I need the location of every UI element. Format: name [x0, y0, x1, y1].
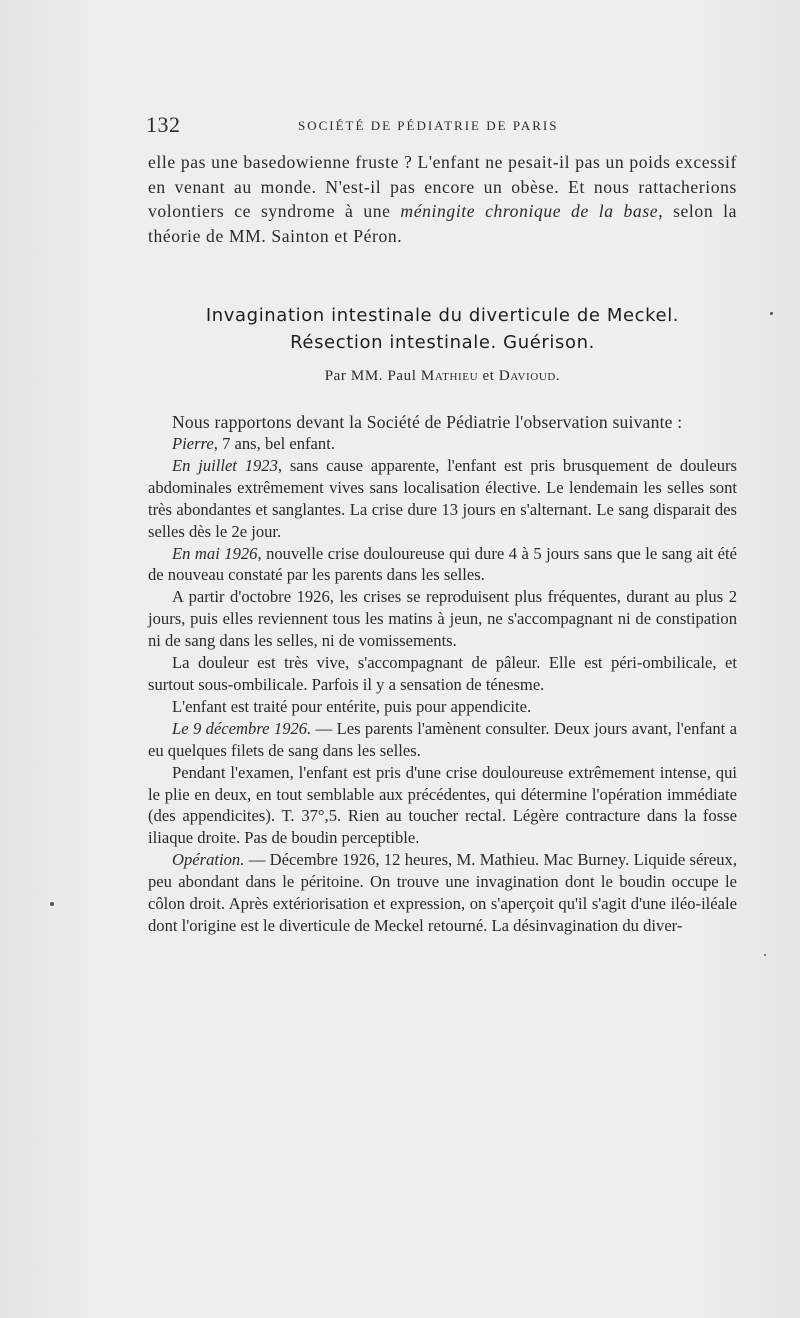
paragraph-italic: En juillet 1923	[172, 455, 278, 475]
authors-prefix: Par MM. Paul	[324, 368, 417, 384]
running-head: SOCIÉTÉ DE PÉDIATRIE DE PARIS	[298, 118, 559, 133]
paragraph: La douleur est très vive, s'accompagnant de pâleur. Elle est péri-ombilicale, et surtout sous-ombilicale. Parfois il y a sensation de ténesme.	[148, 653, 737, 694]
article-body	[148, 411, 737, 937]
paragraph-italic: En mai 1926	[172, 543, 258, 563]
intro-text-3: , selon la théorie de MM. Sainton et Péron.	[148, 201, 737, 246]
paragraph	[148, 849, 737, 937]
intro-paragraph	[148, 150, 737, 248]
paragraph: Nous rapportons devant la Société de Pédiatrie l'observation suivante :	[172, 412, 683, 432]
paragraph-italic: Opération.	[172, 850, 245, 870]
paragraph: L'enfant est traité pour entérite, puis pour appendicite.	[172, 696, 532, 716]
paragraph-text: , sans cause apparente, l'enfant est pris brusquement de douleurs abdominales extrêmement vives sans localisation élective. Le lendemain les selles sont très abondantes et sanglantes. La crise dure 13 jours en s'alternant. Le sang disparait des selles dès le 2e jour.	[148, 455, 737, 541]
paragraph: A partir d'octobre 1926, les crises se reproduisent plus fréquentes, durant au plus 2 jours, puis elles reviennent tous les matins à jeun, ne s'accompagnant ni de constipation ni de sang dans les selles, ni de vomissements.	[148, 587, 737, 651]
paragraph	[148, 455, 737, 543]
page-header	[146, 112, 736, 138]
paragraph-italic: Pierre	[172, 434, 214, 453]
authors-join: et	[482, 368, 495, 384]
scan-speck	[770, 312, 773, 315]
paragraph	[148, 433, 737, 455]
title-line-1: Invagination intestinale du diverticule de Meckel.	[205, 305, 680, 326]
scan-speck	[50, 902, 54, 906]
paragraph-text: , 7 ans, bel enfant.	[213, 434, 335, 453]
scan-speck	[764, 954, 766, 956]
page-number: 132	[146, 112, 181, 137]
article-title	[148, 302, 737, 356]
paragraph-text: — Décembre 1926, 12 heures, M. Mathieu. Mac Burney. Liquide séreux, peu abondant dans le péritoine. On trouve une invagination dont le boudin occupe le côlon droit. Après extériorisation et expression, on s'aperçoit qu'il s'agit d'une iléo-iléale dont l'origine est le diverticule de Meckel retourné. La désinvagination du diver-	[148, 850, 737, 935]
intro-italic: méningite chronique de la base	[400, 201, 659, 222]
author-1: Mathieu	[420, 368, 479, 384]
title-line-2: Résection intestinale. Guérison.	[290, 332, 595, 353]
paragraph-italic: Le 9 décembre 1926.	[172, 718, 312, 738]
paragraph	[148, 718, 737, 762]
paragraph: Pendant l'examen, l'enfant est pris d'une crise douloureuse extrêmement intense, qui le plie en deux, en tout semblable aux précédentes, qui détermine l'opération immédiate (des appendicites). T. 37°,5. Rien au toucher rectal. Légère contracture dans la fosse iliaque droite. Pas de boudin perceptible.	[148, 762, 737, 848]
intro-text-1: elle pas une basedowienne fruste ? L'enfant ne pesait-il pas un poids excessif en venant au monde. N'est-il pas encore un obèse. Et nous rattacherions volontiers ce syndrome à une	[148, 152, 737, 222]
paragraph-text: — Les parents l'amènent consulter. Deux jours avant, l'enfant a eu quelques filets de sang dans les selles.	[148, 718, 737, 760]
author-2: Davioud.	[498, 368, 561, 384]
paragraph-text: , nouvelle crise douloureuse qui dure 4 à 5 jours sans que le sang ait été de nouveau constaté par les parents dans les selles.	[148, 543, 737, 585]
article-authors	[148, 368, 737, 385]
paragraph	[148, 543, 737, 587]
